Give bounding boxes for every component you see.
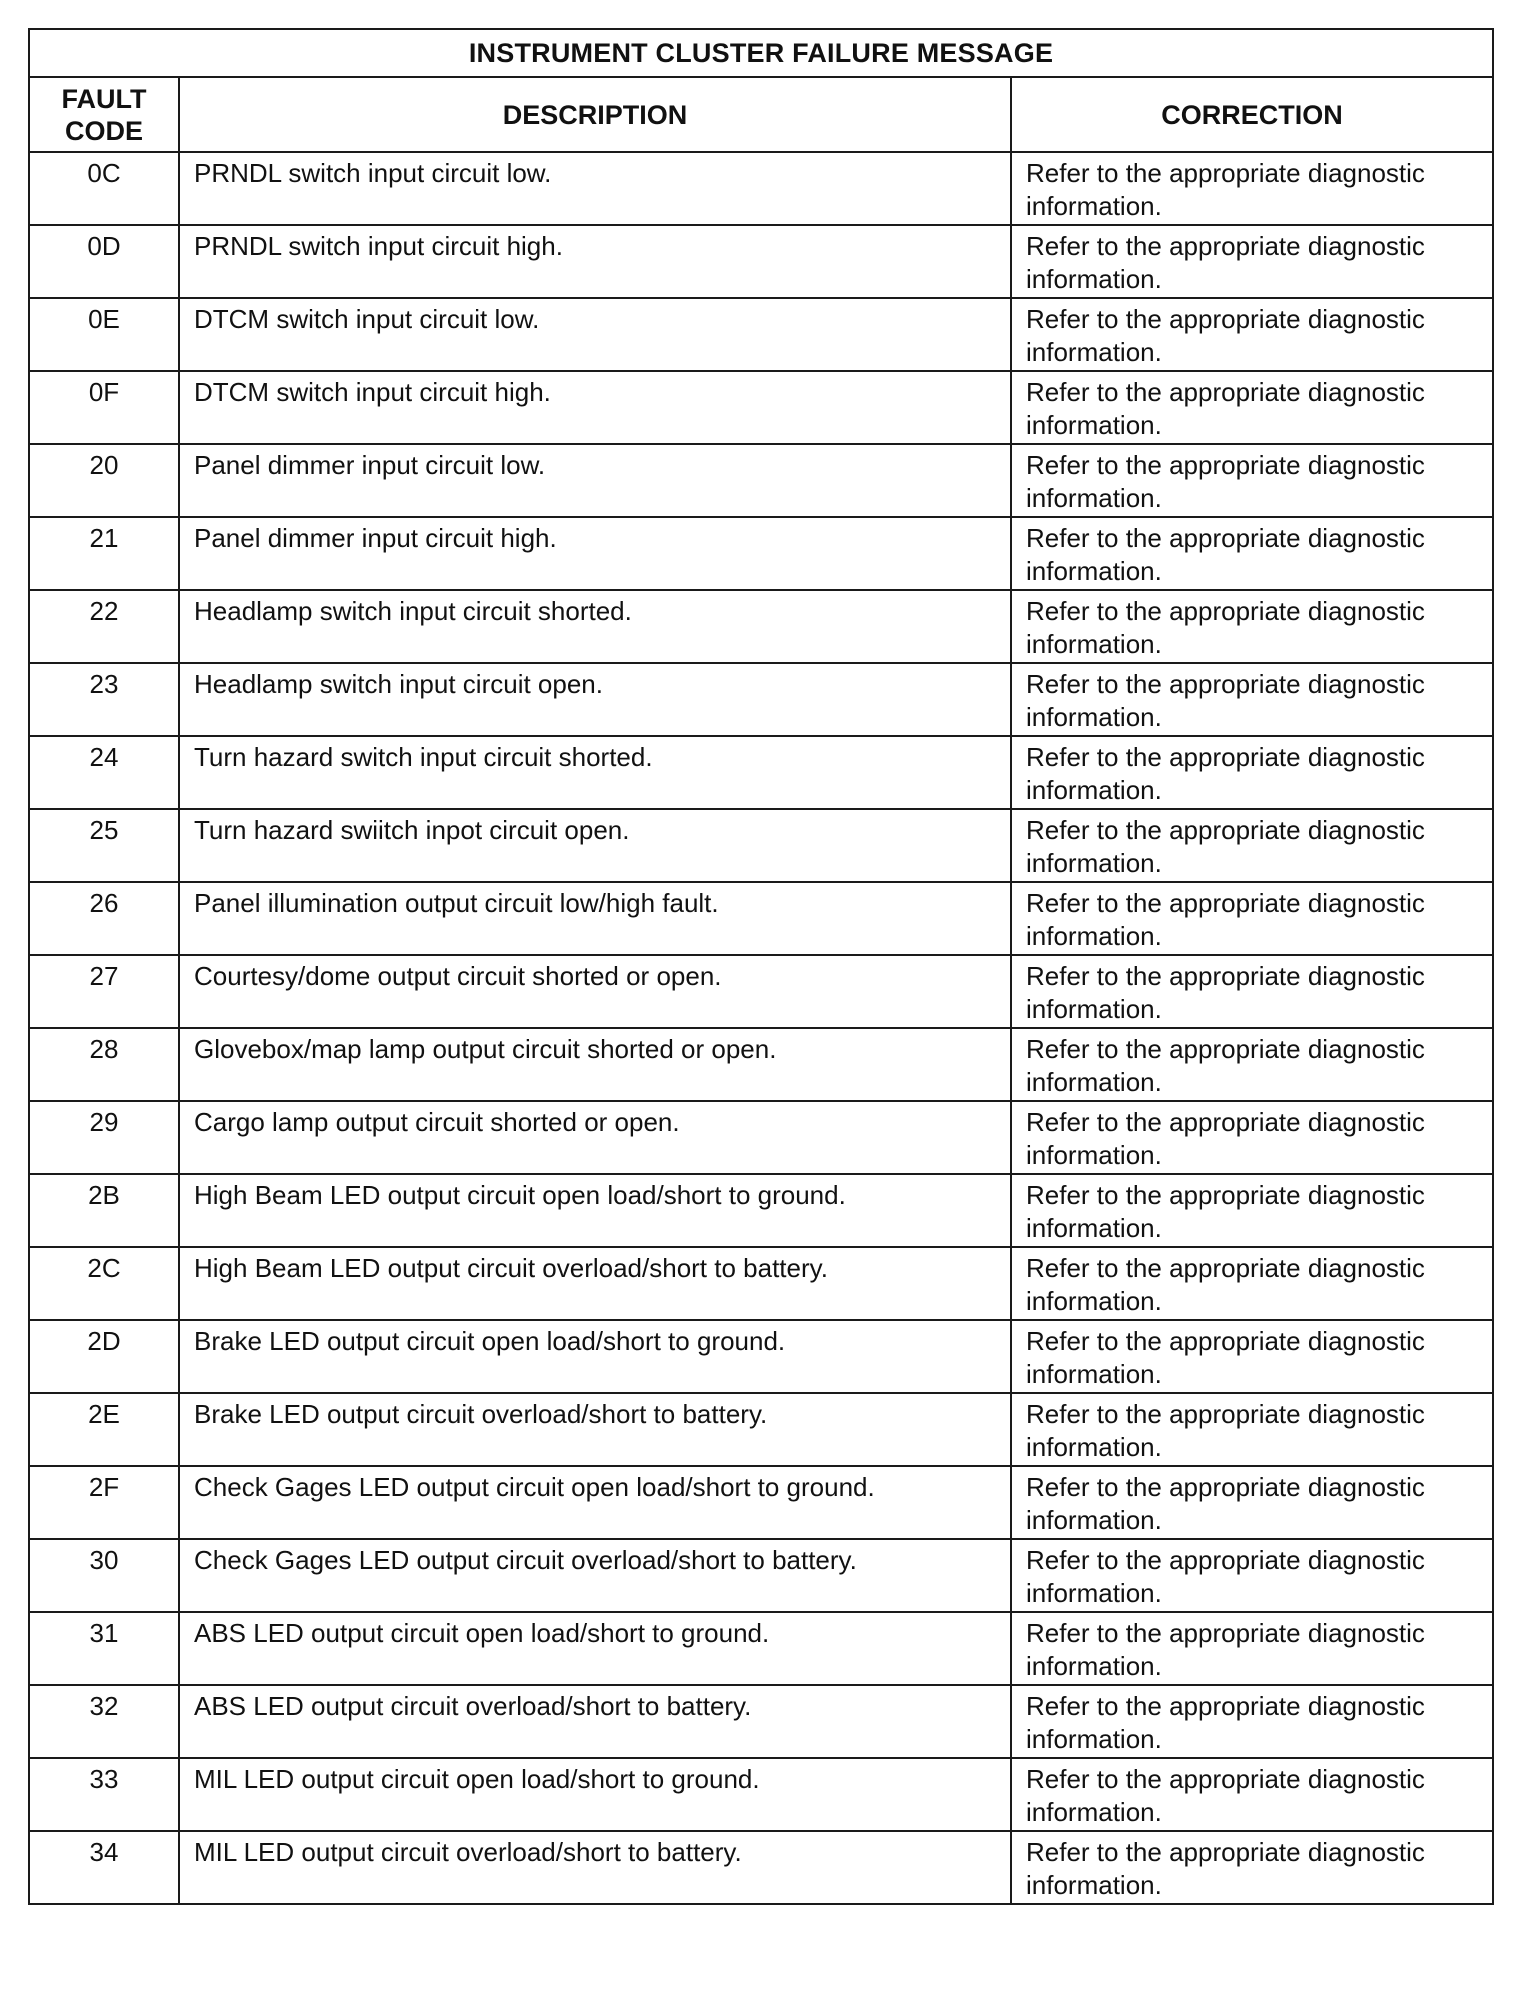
table-row bbox=[29, 1539, 1493, 1612]
fault-code-cell: 0C bbox=[29, 152, 179, 225]
header-fault-code-line2: CODE bbox=[64, 115, 143, 146]
table-row bbox=[29, 444, 1493, 517]
correction-cell: Refer to the appropriate diagnostic information. bbox=[1011, 1831, 1493, 1904]
table-row bbox=[29, 1247, 1493, 1320]
fault-code-cell: 28 bbox=[29, 1028, 179, 1101]
description-cell: Turn hazard switch input circuit shorted. bbox=[179, 736, 1011, 809]
correction-cell: Refer to the appropriate diagnostic information. bbox=[1011, 1028, 1493, 1101]
description-cell: Panel illumination output circuit low/high fault. bbox=[179, 882, 1011, 955]
correction-cell: Refer to the appropriate diagnostic information. bbox=[1011, 444, 1493, 517]
description-cell: Panel dimmer input circuit low. bbox=[179, 444, 1011, 517]
table-row bbox=[29, 1101, 1493, 1174]
description-cell: Turn hazard swiitch inpot circuit open. bbox=[179, 809, 1011, 882]
fault-code-cell: 24 bbox=[29, 736, 179, 809]
table-row bbox=[29, 225, 1493, 298]
table-row bbox=[29, 955, 1493, 1028]
description-cell: ABS LED output circuit open load/short to ground. bbox=[179, 1612, 1011, 1685]
correction-cell: Refer to the appropriate diagnostic information. bbox=[1011, 1320, 1493, 1393]
description-cell: Cargo lamp output circuit shorted or open. bbox=[179, 1101, 1011, 1174]
header-correction: CORRECTION bbox=[1011, 77, 1493, 152]
fault-code-cell: 32 bbox=[29, 1685, 179, 1758]
fault-code-cell: 29 bbox=[29, 1101, 179, 1174]
description-cell: Check Gages LED output circuit overload/short to battery. bbox=[179, 1539, 1011, 1612]
description-cell: Courtesy/dome output circuit shorted or open. bbox=[179, 955, 1011, 1028]
correction-cell: Refer to the appropriate diagnostic information. bbox=[1011, 1612, 1493, 1685]
correction-cell: Refer to the appropriate diagnostic information. bbox=[1011, 1247, 1493, 1320]
fault-code-cell: 33 bbox=[29, 1758, 179, 1831]
correction-cell: Refer to the appropriate diagnostic information. bbox=[1011, 1393, 1493, 1466]
description-cell: Glovebox/map lamp output circuit shorted or open. bbox=[179, 1028, 1011, 1101]
fault-code-cell: 21 bbox=[29, 517, 179, 590]
fault-code-cell: 27 bbox=[29, 955, 179, 1028]
fault-code-cell: 0D bbox=[29, 225, 179, 298]
table-title: INSTRUMENT CLUSTER FAILURE MESSAGE bbox=[29, 29, 1493, 77]
correction-cell: Refer to the appropriate diagnostic information. bbox=[1011, 1174, 1493, 1247]
table-body bbox=[29, 152, 1493, 1904]
fault-code-cell: 2F bbox=[29, 1466, 179, 1539]
correction-cell: Refer to the appropriate diagnostic information. bbox=[1011, 736, 1493, 809]
correction-cell: Refer to the appropriate diagnostic information. bbox=[1011, 225, 1493, 298]
fault-code-cell: 22 bbox=[29, 590, 179, 663]
table-row bbox=[29, 1320, 1493, 1393]
table-row bbox=[29, 736, 1493, 809]
table-row bbox=[29, 1758, 1493, 1831]
fault-code-cell: 0E bbox=[29, 298, 179, 371]
fault-code-cell: 2B bbox=[29, 1174, 179, 1247]
correction-cell: Refer to the appropriate diagnostic information. bbox=[1011, 1539, 1493, 1612]
table-row bbox=[29, 152, 1493, 225]
table-row bbox=[29, 1174, 1493, 1247]
description-cell: High Beam LED output circuit overload/short to battery. bbox=[179, 1247, 1011, 1320]
fault-code-cell: 2E bbox=[29, 1393, 179, 1466]
table-title-row bbox=[29, 29, 1493, 77]
correction-cell: Refer to the appropriate diagnostic information. bbox=[1011, 152, 1493, 225]
description-cell: Check Gages LED output circuit open load/short to ground. bbox=[179, 1466, 1011, 1539]
correction-cell: Refer to the appropriate diagnostic information. bbox=[1011, 1685, 1493, 1758]
fault-code-cell: 25 bbox=[29, 809, 179, 882]
fault-code-table bbox=[28, 28, 1494, 1905]
description-cell: Headlamp switch input circuit open. bbox=[179, 663, 1011, 736]
table-row bbox=[29, 1028, 1493, 1101]
correction-cell: Refer to the appropriate diagnostic information. bbox=[1011, 663, 1493, 736]
fault-code-cell: 30 bbox=[29, 1539, 179, 1612]
header-fault-code-line1: FAULT bbox=[61, 83, 147, 114]
correction-cell: Refer to the appropriate diagnostic information. bbox=[1011, 298, 1493, 371]
table-row bbox=[29, 1685, 1493, 1758]
fault-code-cell: 31 bbox=[29, 1612, 179, 1685]
table-row bbox=[29, 371, 1493, 444]
table-row bbox=[29, 517, 1493, 590]
header-description: DESCRIPTION bbox=[179, 77, 1011, 152]
correction-cell: Refer to the appropriate diagnostic information. bbox=[1011, 371, 1493, 444]
fault-code-cell: 0F bbox=[29, 371, 179, 444]
fault-code-cell: 23 bbox=[29, 663, 179, 736]
correction-cell: Refer to the appropriate diagnostic information. bbox=[1011, 809, 1493, 882]
correction-cell: Refer to the appropriate diagnostic information. bbox=[1011, 590, 1493, 663]
correction-cell: Refer to the appropriate diagnostic information. bbox=[1011, 1758, 1493, 1831]
correction-cell: Refer to the appropriate diagnostic information. bbox=[1011, 517, 1493, 590]
table-row bbox=[29, 590, 1493, 663]
description-cell: Brake LED output circuit open load/short to ground. bbox=[179, 1320, 1011, 1393]
correction-cell: Refer to the appropriate diagnostic information. bbox=[1011, 1466, 1493, 1539]
description-cell: ABS LED output circuit overload/short to battery. bbox=[179, 1685, 1011, 1758]
description-cell: Panel dimmer input circuit high. bbox=[179, 517, 1011, 590]
table-header-row bbox=[29, 77, 1493, 152]
fault-code-cell: 2D bbox=[29, 1320, 179, 1393]
table-row bbox=[29, 1831, 1493, 1904]
fault-code-cell: 26 bbox=[29, 882, 179, 955]
table-row bbox=[29, 882, 1493, 955]
header-fault-code bbox=[29, 77, 179, 152]
description-cell: PRNDL switch input circuit low. bbox=[179, 152, 1011, 225]
fault-code-cell: 34 bbox=[29, 1831, 179, 1904]
fault-code-cell: 20 bbox=[29, 444, 179, 517]
table-row bbox=[29, 298, 1493, 371]
description-cell: Brake LED output circuit overload/short to battery. bbox=[179, 1393, 1011, 1466]
correction-cell: Refer to the appropriate diagnostic information. bbox=[1011, 955, 1493, 1028]
table-row bbox=[29, 1466, 1493, 1539]
correction-cell: Refer to the appropriate diagnostic information. bbox=[1011, 1101, 1493, 1174]
table-row bbox=[29, 809, 1493, 882]
table-row bbox=[29, 1393, 1493, 1466]
fault-code-cell: 2C bbox=[29, 1247, 179, 1320]
table-row bbox=[29, 663, 1493, 736]
correction-cell: Refer to the appropriate diagnostic information. bbox=[1011, 882, 1493, 955]
description-cell: MIL LED output circuit open load/short to ground. bbox=[179, 1758, 1011, 1831]
description-cell: DTCM switch input circuit high. bbox=[179, 371, 1011, 444]
description-cell: High Beam LED output circuit open load/short to ground. bbox=[179, 1174, 1011, 1247]
description-cell: DTCM switch input circuit low. bbox=[179, 298, 1011, 371]
description-cell: Headlamp switch input circuit shorted. bbox=[179, 590, 1011, 663]
description-cell: MIL LED output circuit overload/short to battery. bbox=[179, 1831, 1011, 1904]
table-row bbox=[29, 1612, 1493, 1685]
description-cell: PRNDL switch input circuit high. bbox=[179, 225, 1011, 298]
